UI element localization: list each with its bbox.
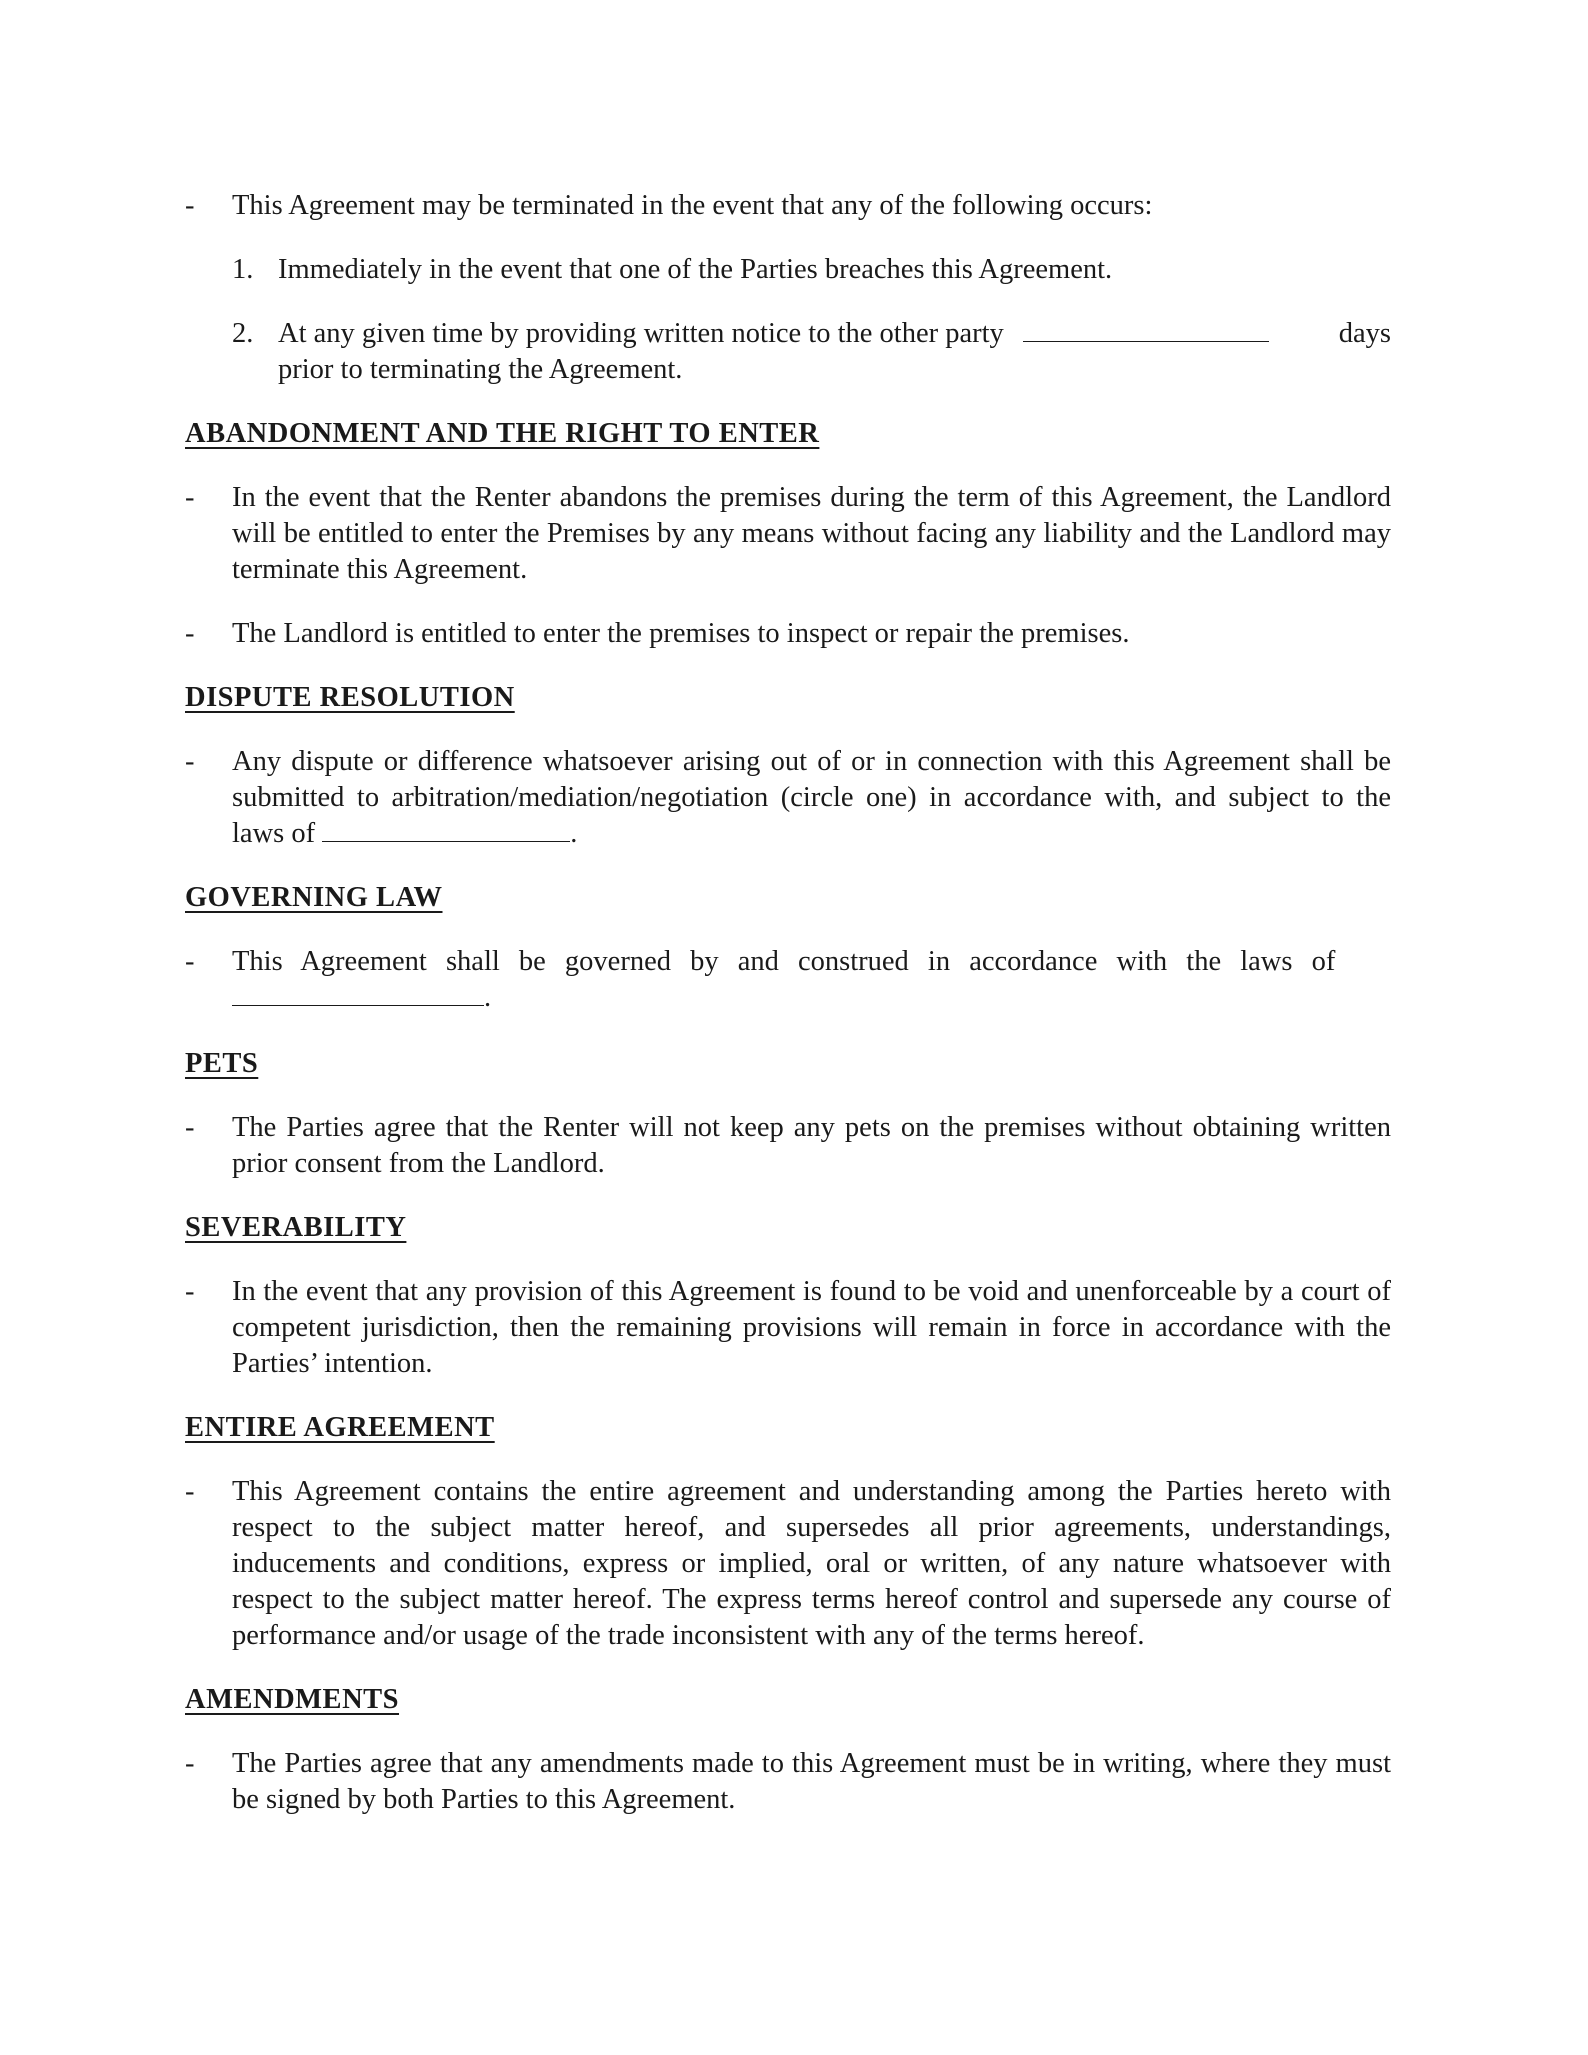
abandonment-section bbox=[185, 416, 1391, 480]
amendments-paragraph bbox=[185, 1746, 1391, 1818]
termination-item-2-line2: prior to terminating the Agreement. bbox=[278, 354, 683, 385]
section-heading: ENTIRE AGREEMENT bbox=[185, 1412, 495, 1443]
governing-section bbox=[185, 880, 1391, 944]
paragraph-text: This Agreement shall be governed by and construed in accordance with the laws of bbox=[232, 946, 1336, 977]
dispute-paragraph bbox=[185, 744, 1391, 852]
pets-paragraph bbox=[185, 1110, 1391, 1182]
dispute-section bbox=[185, 680, 1391, 744]
days-label: days bbox=[1338, 318, 1391, 349]
notice-days-blank[interactable] bbox=[1023, 317, 1269, 342]
item-number: 2. bbox=[232, 318, 254, 349]
paragraph-text: The Parties agree that the Renter will not keep any pets on the premises without obtaining written prior consent from the Landlord. bbox=[232, 1112, 1391, 1179]
paragraph-text: Any dispute or difference whatsoever arising out of or in connection with this Agreement shall be submitted to arbitration/mediation/negotiation (circle one) in accordance with, and subject to the laws of bbox=[232, 746, 1391, 849]
paragraph-text: This Agreement contains the entire agreement and understanding among the Parties hereto with respect to the subject matter hereof, and supersedes all prior agreements, understandings, inducements and conditions, express or implied, oral or written, of any nature whatsoever with respect to the subject matter hereof. The express terms hereof control and supersede any course of performance and/or usage of the trade inconsistent with any of the terms hereof. bbox=[232, 1476, 1391, 1651]
paragraph-text: In the event that any provision of this Agreement is found to be void and unenforceable by a court of competent jurisdiction, then the remaining provisions will remain in force in accordance with the Parties’ intention. bbox=[232, 1276, 1391, 1379]
governing-laws-blank[interactable] bbox=[232, 981, 484, 1006]
period: . bbox=[484, 982, 492, 1013]
amendments-section bbox=[185, 1682, 1391, 1746]
bullet-dash: - bbox=[185, 1112, 195, 1143]
section-heading: DISPUTE RESOLUTION bbox=[185, 682, 515, 713]
termination-intro-text: This Agreement may be terminated in the event that any of the following occurs: bbox=[232, 190, 1153, 221]
governing-paragraph bbox=[185, 944, 1391, 1016]
pets-section bbox=[185, 1046, 1391, 1110]
termination-item-2-line1 bbox=[278, 316, 1391, 352]
termination-item-2-text: At any given time by providing written notice to the other party bbox=[278, 318, 1004, 349]
bullet-dash: - bbox=[185, 946, 195, 977]
termination-intro bbox=[185, 188, 1391, 224]
abandonment-paragraph-2 bbox=[185, 616, 1391, 652]
entire-agreement-section bbox=[185, 1410, 1391, 1474]
paragraph-text: In the event that the Renter abandons the premises during the term of this Agreement, the Landlord will be entitled to enter the Premises by any means without facing any liability and the Landlord may terminate this Agreement. bbox=[232, 482, 1391, 585]
abandonment-paragraph-1 bbox=[185, 480, 1391, 588]
paragraph-text: The Parties agree that any amendments made to this Agreement must be in writing, where they must be signed by both Parties to this Agreement. bbox=[232, 1748, 1391, 1815]
bullet-dash: - bbox=[185, 190, 195, 221]
bullet-dash: - bbox=[185, 482, 195, 513]
section-heading: ABANDONMENT AND THE RIGHT TO ENTER bbox=[185, 418, 820, 449]
bullet-dash: - bbox=[185, 746, 195, 777]
section-heading: PETS bbox=[185, 1048, 259, 1079]
item-number: 1. bbox=[232, 254, 254, 285]
period: . bbox=[570, 818, 578, 849]
dispute-laws-blank[interactable] bbox=[322, 817, 570, 842]
bullet-dash: - bbox=[185, 1276, 195, 1307]
bullet-dash: - bbox=[185, 618, 195, 649]
severability-paragraph bbox=[185, 1274, 1391, 1382]
bullet-dash: - bbox=[185, 1476, 195, 1507]
termination-item-2 bbox=[185, 316, 1391, 388]
entire-agreement-paragraph bbox=[185, 1474, 1391, 1654]
termination-item-1-text: Immediately in the event that one of the Parties breaches this Agreement. bbox=[278, 254, 1113, 285]
section-heading: AMENDMENTS bbox=[185, 1684, 400, 1715]
section-heading: GOVERNING LAW bbox=[185, 882, 443, 913]
bullet-dash: - bbox=[185, 1748, 195, 1779]
paragraph-text: The Landlord is entitled to enter the premises to inspect or repair the premises. bbox=[232, 618, 1130, 649]
severability-section bbox=[185, 1210, 1391, 1274]
section-heading: SEVERABILITY bbox=[185, 1212, 407, 1243]
termination-item-1 bbox=[185, 252, 1391, 288]
